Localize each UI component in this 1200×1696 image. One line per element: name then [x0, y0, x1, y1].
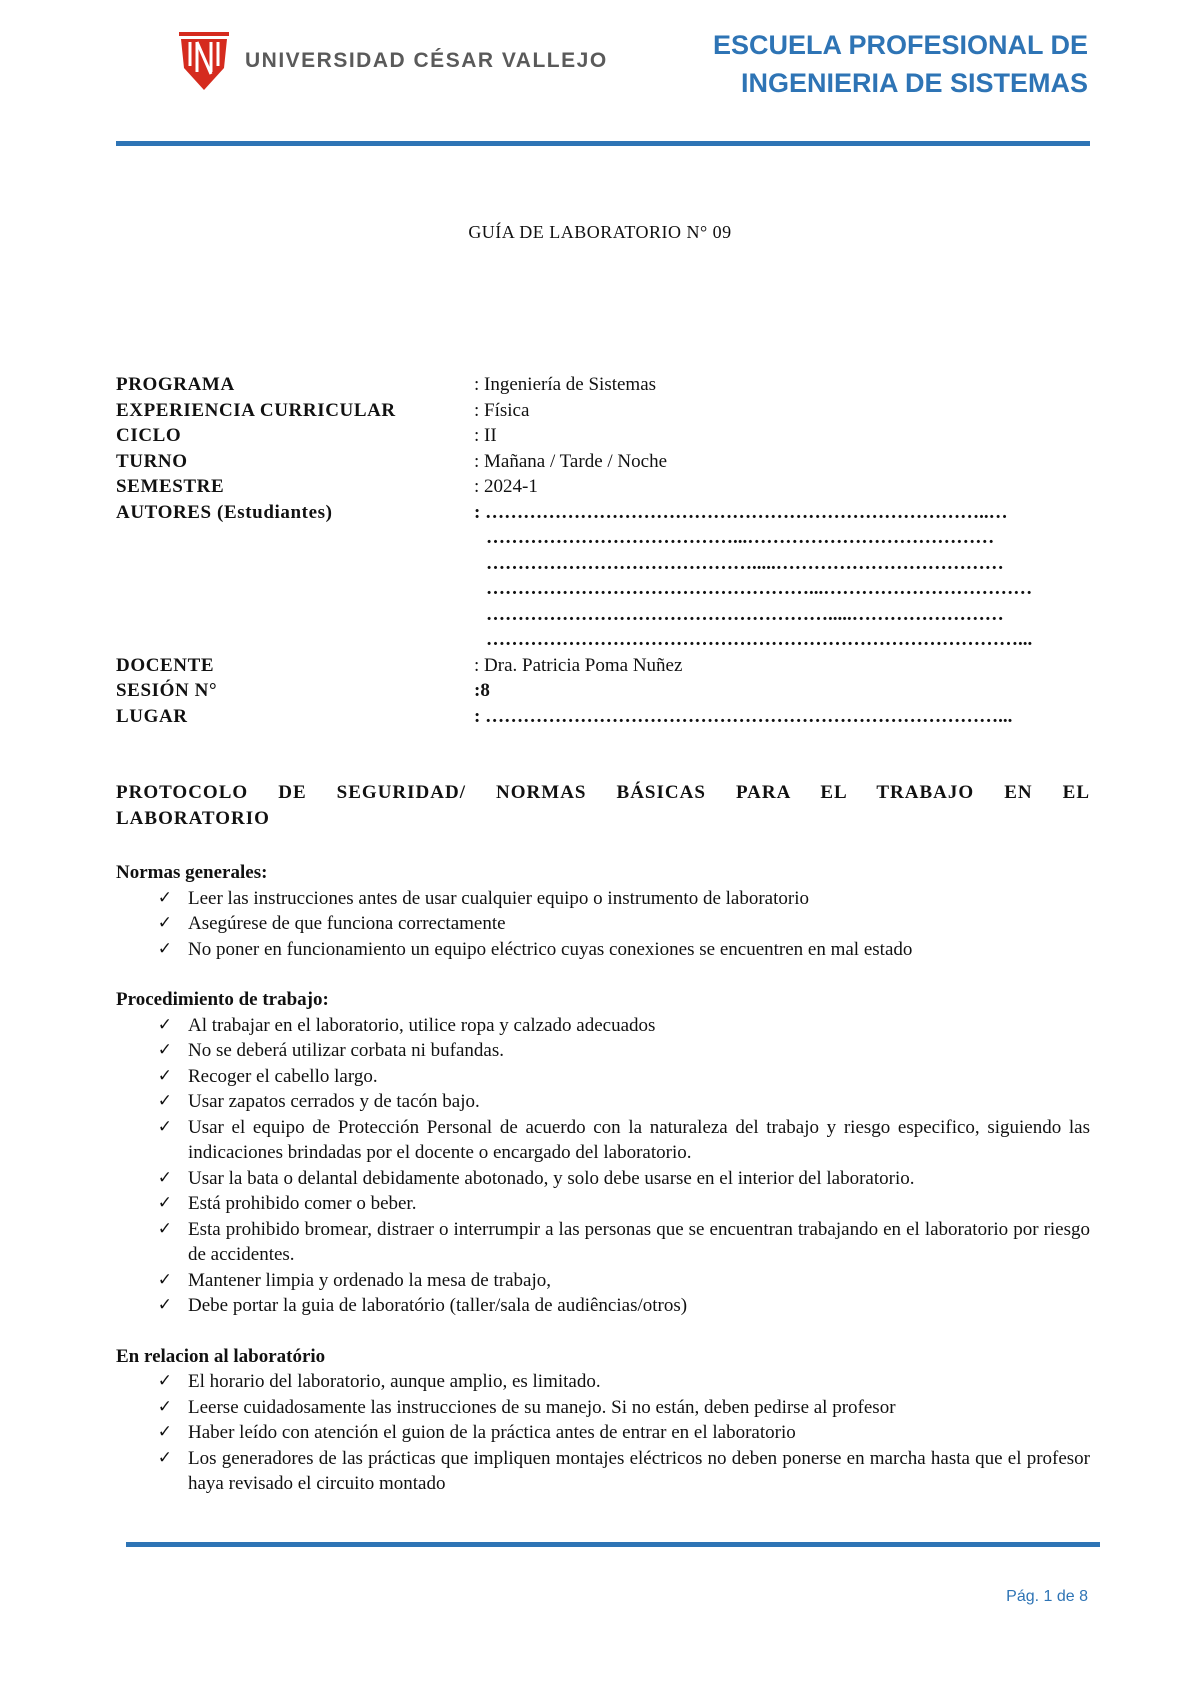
- checkmark-icon: ✓: [157, 1091, 172, 1111]
- info-label: EXPERIENCIA CURRICULAR: [116, 399, 396, 421]
- info-value: : ………………………………………………………………………...: [474, 705, 1013, 727]
- school-line-1: ESCUELA PROFESIONAL DE: [712, 30, 1088, 60]
- list-item: [116, 1089, 1090, 1115]
- school-name: [713, 26, 1088, 102]
- logo-text: UNIVERSIDAD CÉSAR VALLEJO: [245, 49, 608, 72]
- list-item-text: Leerse cuidadosamente las instrucciones de su manejo. Si no están, deben pedirse al profesor: [188, 1396, 896, 1418]
- fill-line: …………………………………….....………………………………: [486, 552, 1004, 574]
- autores-colon: :: [474, 501, 486, 523]
- fill-line: ……………………………………………………………………..…: [485, 501, 1008, 523]
- list-item-text: Los generadores de las prácticas que impliquen montajes eléctricos no deben ponerse en marcha hasta que el profesor haya revisado el circuito montado: [188, 1447, 1090, 1494]
- info-label: TURNO: [116, 450, 188, 472]
- list-item: [116, 1191, 1090, 1217]
- checkmark-icon: ✓: [157, 1116, 172, 1137]
- list-item: [116, 1217, 1090, 1268]
- list-item-text: Asegúrese de que funciona correctamente: [188, 913, 506, 934]
- checkmark-icon: ✓: [157, 938, 172, 959]
- info-table: [116, 372, 1046, 729]
- list-item: [116, 1293, 1090, 1319]
- info-row-ciclo: [116, 423, 1046, 449]
- ucv-logo-mark-icon: [177, 30, 231, 92]
- fill-line: ……………………………………………….....……………………: [486, 603, 1004, 625]
- checkmark-icon: ✓: [157, 1014, 172, 1035]
- list-item: [116, 1064, 1090, 1090]
- list-item: [116, 937, 1090, 963]
- info-value: : II: [474, 425, 497, 446]
- checkmark-icon: ✓: [157, 1167, 172, 1188]
- section-heading-normas: Normas generales:: [116, 862, 268, 883]
- info-row-autores: [116, 500, 1046, 653]
- checkmark-icon: ✓: [157, 1065, 172, 1086]
- info-value: :8: [474, 680, 490, 701]
- list-item-text: Usar el equipo de Protección Personal de acuerdo con la naturaleza del trabajo y riesgo especifico, siguiendo las indicaciones brindadas por el docente o encargado del laboratorio.: [188, 1116, 1090, 1163]
- footer-divider: [126, 1542, 1100, 1547]
- checkmark-icon: ✓: [157, 1396, 172, 1417]
- checkmark-icon: ✓: [157, 1269, 172, 1290]
- list-item: [116, 1395, 1090, 1421]
- fill-line: ……………………………………………...……………………………: [486, 578, 1033, 599]
- list-item-text: Recoger el cabello largo.: [188, 1065, 378, 1087]
- checkmark-icon: ✓: [157, 1040, 172, 1060]
- info-value: : Física: [474, 399, 530, 421]
- fill-line: …………………………………………………………………………...: [486, 629, 1033, 650]
- info-value: : Mañana / Tarde / Noche: [474, 450, 667, 472]
- list-item-text: Debe portar la guia de laboratório (taller/sala de audiências/otros): [188, 1295, 688, 1316]
- list-item: [116, 1420, 1090, 1446]
- list-item-text: Mantener limpia y ordenado la mesa de trabajo,: [188, 1269, 551, 1291]
- protocol-title: PROTOCOLO DE SEGURIDAD/ NORMAS BÁSICAS PARA EL TRABAJO EN EL LABORATORIO: [116, 782, 1090, 829]
- info-label: LUGAR: [116, 705, 188, 727]
- list-item: [116, 1166, 1090, 1192]
- list-item-text: Usar la bata o delantal debidamente abotonado, y solo debe usarse en el interior del laboratorio.: [188, 1167, 915, 1189]
- info-row-lugar: [116, 704, 1046, 730]
- info-label: CICLO: [116, 425, 182, 446]
- list-item-text: Haber leído con atención el guion de la práctica antes de entrar en el laboratorio: [188, 1422, 796, 1443]
- info-row-experiencia: [116, 398, 1046, 424]
- list-item: [116, 1038, 1090, 1064]
- info-row-sesion: [116, 678, 1046, 704]
- list-item: [116, 911, 1090, 937]
- info-label: PROGRAMA: [116, 374, 235, 395]
- relacion-list: [116, 1369, 1090, 1497]
- checkmark-icon: ✓: [157, 1193, 172, 1213]
- list-item-text: Está prohibido comer o beber.: [188, 1193, 417, 1214]
- safety-protocol: [116, 780, 1090, 1522]
- checkmark-icon: ✓: [157, 1218, 172, 1239]
- info-label: SESIÓN N°: [116, 680, 218, 701]
- list-item: [116, 1446, 1090, 1497]
- normas-list: [116, 886, 1090, 963]
- page-number: Pág. 1 de 8: [1006, 1588, 1088, 1605]
- checkmark-icon: ✓: [157, 1447, 172, 1468]
- list-item-text: Usar zapatos cerrados y de tacón bajo.: [188, 1091, 480, 1112]
- checkmark-icon: ✓: [157, 1371, 172, 1391]
- checkmark-icon: ✓: [157, 1422, 172, 1442]
- document-title: GUÍA DE LABORATORIO N° 09: [468, 222, 732, 242]
- info-row-turno: [116, 449, 1046, 475]
- school-line-2: INGENIERIA DE SISTEMAS: [740, 68, 1088, 98]
- university-logo: [177, 30, 608, 92]
- list-item: [116, 1115, 1090, 1166]
- info-label: AUTORES (Estudiantes): [116, 501, 333, 523]
- info-value: : Ingeniería de Sistemas: [474, 374, 657, 395]
- info-row-docente: [116, 653, 1046, 679]
- list-item: [116, 1369, 1090, 1395]
- info-value: : Dra. Patricia Poma Nuñez: [474, 654, 683, 676]
- info-row-programa: [116, 372, 1046, 398]
- list-item-text: No poner en funcionamiento un equipo eléctrico cuyas conexiones se encuentren en mal estado: [188, 938, 913, 960]
- section-heading-procedimiento: Procedimiento de trabajo:: [116, 989, 329, 1010]
- procedimiento-list: [116, 1013, 1090, 1319]
- list-item-text: Esta prohibido bromear, distraer o interrumpir a las personas que se encuentran trabajando en el laboratorio por riesgo de accidentes.: [188, 1218, 1090, 1265]
- checkmark-icon: ✓: [157, 1295, 172, 1315]
- info-value: : 2024-1: [474, 476, 538, 497]
- fill-line: …………………………………...…………………………………: [486, 527, 995, 548]
- info-label: DOCENTE: [116, 654, 215, 676]
- list-item: [116, 886, 1090, 912]
- list-item-text: El horario del laboratorio, aunque amplio, es limitado.: [188, 1371, 601, 1392]
- list-item-text: Al trabajar en el laboratorio, utilice ropa y calzado adecuados: [188, 1014, 656, 1036]
- info-label: SEMESTRE: [116, 476, 225, 497]
- info-row-semestre: [116, 474, 1046, 500]
- checkmark-icon: ✓: [157, 913, 172, 933]
- header-divider: [116, 141, 1090, 146]
- list-item: [116, 1268, 1090, 1294]
- list-item-text: No se deberá utilizar corbata ni bufandas.: [188, 1040, 505, 1061]
- section-heading-relacion: En relacion al laboratório: [116, 1345, 326, 1367]
- list-item-text: Leer las instrucciones antes de usar cualquier equipo o instrumento de laboratorio: [188, 887, 809, 909]
- list-item: [116, 1013, 1090, 1039]
- autores-fill-lines: [474, 500, 1046, 653]
- checkmark-icon: ✓: [157, 887, 172, 908]
